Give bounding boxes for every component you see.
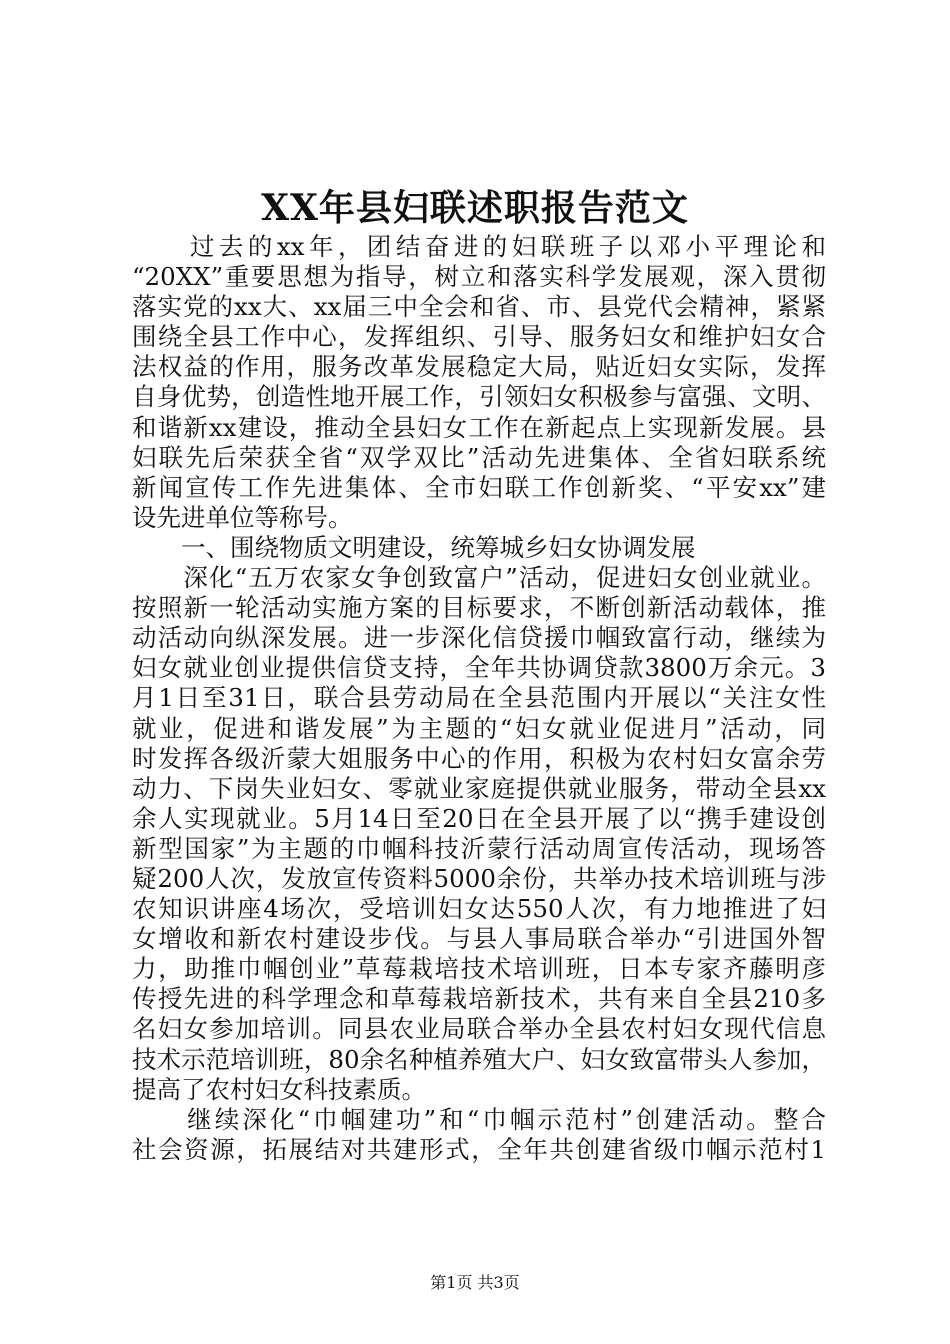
body-line: 动活动向纵深发展。进一步深化信贷援巾帼致富行动，继续为 bbox=[132, 623, 826, 653]
document-title: XX年县妇联述职报告范文 bbox=[261, 187, 689, 229]
body-line: 过去的xx年，团结奋进的妇联班子以邓小平理论和 bbox=[132, 232, 826, 261]
body-line: 自身优势，创造性地开展工作，引领妇女积极参与富强、文明、 bbox=[132, 382, 826, 412]
body-line: 名妇女参加培训。同县农业局联合举办全县农村妇女现代信息 bbox=[132, 1014, 826, 1044]
body-line: 就业，促进和谐发展”为主题的“妇女就业促进月”活动，同 bbox=[132, 713, 826, 743]
body-line: 和谐新xx建设，推动全县妇女工作在新起点上实现新发展。县 bbox=[132, 412, 826, 442]
body-line: 妇联先后荣获全省“双学双比”活动先进集体、全省妇联系统 bbox=[132, 442, 826, 472]
body-line: 传授先进的科学理念和草莓栽培新技术，共有来自全县210多 bbox=[132, 984, 826, 1014]
body-line: 妇女就业创业提供信贷支持，全年共协调贷款3800万余元。3 bbox=[132, 653, 826, 683]
body-line: 按照新一轮活动实施方案的目标要求，不断创新活动载体，推 bbox=[132, 593, 826, 623]
document-body bbox=[132, 232, 826, 1165]
body-line: 疑200人次，发放宣传资料5000余份，共举办技术培训班与涉 bbox=[132, 863, 826, 893]
body-line: 法权益的作用，服务改革发展稳定大局，贴近妇女实际，发挥 bbox=[132, 352, 826, 382]
body-line: 社会资源，拓展结对共建形式，全年共创建省级巾帼示范村1 bbox=[132, 1134, 826, 1164]
body-line: 围绕全县工作中心，发挥组织、引导、服务妇女和维护妇女合 bbox=[132, 322, 826, 352]
body-line: 提高了农村妇女科技素质。 bbox=[132, 1074, 426, 1104]
body-line: 深化“五万农家女争创致富户”活动，促进妇女创业就业。 bbox=[132, 563, 826, 593]
body-line: 月1日至31日，联合县劳动局在全县范围内开展以“关注女性 bbox=[132, 683, 826, 713]
page-footer: 第1页 共3页 bbox=[430, 1273, 520, 1292]
body-line: 设先进单位等称号。 bbox=[132, 502, 353, 532]
body-line: 落实党的xx大、xx届三中全会和省、市、县党代会精神，紧紧 bbox=[132, 292, 826, 322]
body-line: “20XX”重要思想为指导，树立和落实科学发展观，深入贯彻 bbox=[132, 262, 826, 292]
body-line: 农知识讲座4场次，受培训妇女达550人次，有力地推进了妇 bbox=[132, 894, 826, 924]
body-line: 一、围绕物质文明建设，统筹城乡妇女协调发展 bbox=[132, 532, 696, 562]
body-line: 女增收和新农村建设步伐。与县人事局联合举办“引进国外智 bbox=[132, 924, 826, 954]
body-line: 技术示范培训班，80余名种植养殖大户、妇女致富带头人参加， bbox=[132, 1044, 826, 1074]
body-line: 新型国家”为主题的巾帼科技沂蒙行活动周宣传活动，现场答 bbox=[132, 833, 826, 863]
body-line: 力，助推巾帼创业”草莓栽培技术培训班，日本专家齐藤明彦 bbox=[132, 954, 826, 984]
body-line: 动力、下岗失业妇女、零就业家庭提供就业服务，带动全县xx bbox=[132, 773, 826, 803]
body-line: 新闻宣传工作先进集体、全市妇联工作创新奖、“平安xx”建 bbox=[132, 472, 826, 502]
body-line: 时发挥各级沂蒙大姐服务中心的作用，积极为农村妇女富余劳 bbox=[132, 743, 826, 773]
body-line: 继续深化“巾帼建功”和“巾帼示范村”创建活动。整合 bbox=[132, 1104, 826, 1134]
body-line: 余人实现就业。5月14日至20日在全县开展了以“携手建设创 bbox=[132, 803, 826, 833]
